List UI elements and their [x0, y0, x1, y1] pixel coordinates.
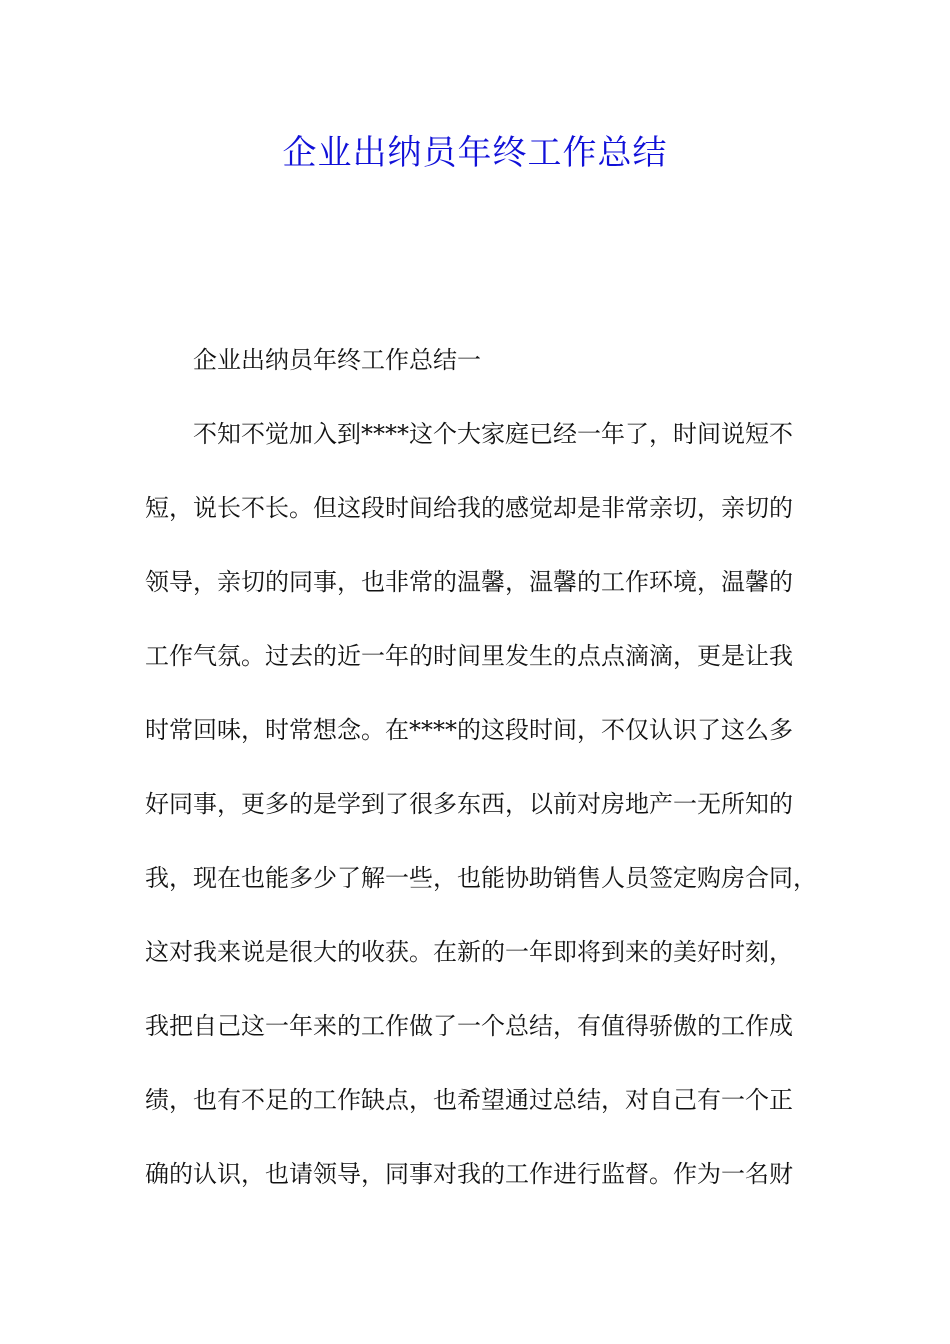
paragraph-line: 我把自己这一年来的工作做了一个总结，有值得骄傲的工作成: [145, 1012, 793, 1040]
paragraph-line: 好同事，更多的是学到了很多东西，以前对房地产一无所知的: [145, 790, 793, 818]
paragraph-line: 确的认识，也请领导，同事对我的工作进行监督。作为一名财: [145, 1160, 793, 1188]
paragraph-line: 领导，亲切的同事，也非常的温馨，温馨的工作环境，温馨的: [145, 568, 793, 596]
paragraph-line: 不知不觉加入到****这个大家庭已经一年了，时间说短不: [193, 420, 793, 448]
section-heading: 企业出纳员年终工作总结一: [193, 346, 481, 374]
paragraph-line: 我，现在也能多少了解一些，也能协助销售人员签定购房合同，: [145, 864, 817, 892]
paragraph-line: 时常回味，时常想念。在****的这段时间，不仅认识了这么多: [145, 716, 793, 744]
paragraph-line: 绩，也有不足的工作缺点，也希望通过总结，对自己有一个正: [145, 1086, 793, 1114]
paragraph-line: 短，说长不长。但这段时间给我的感觉却是非常亲切，亲切的: [145, 494, 793, 522]
document-title: 企业出纳员年终工作总结: [282, 133, 668, 173]
paragraph-line: 工作气氛。过去的近一年的时间里发生的点点滴滴，更是让我: [145, 642, 793, 670]
paragraph-line: 这对我来说是很大的收获。在新的一年即将到来的美好时刻，: [145, 938, 793, 966]
